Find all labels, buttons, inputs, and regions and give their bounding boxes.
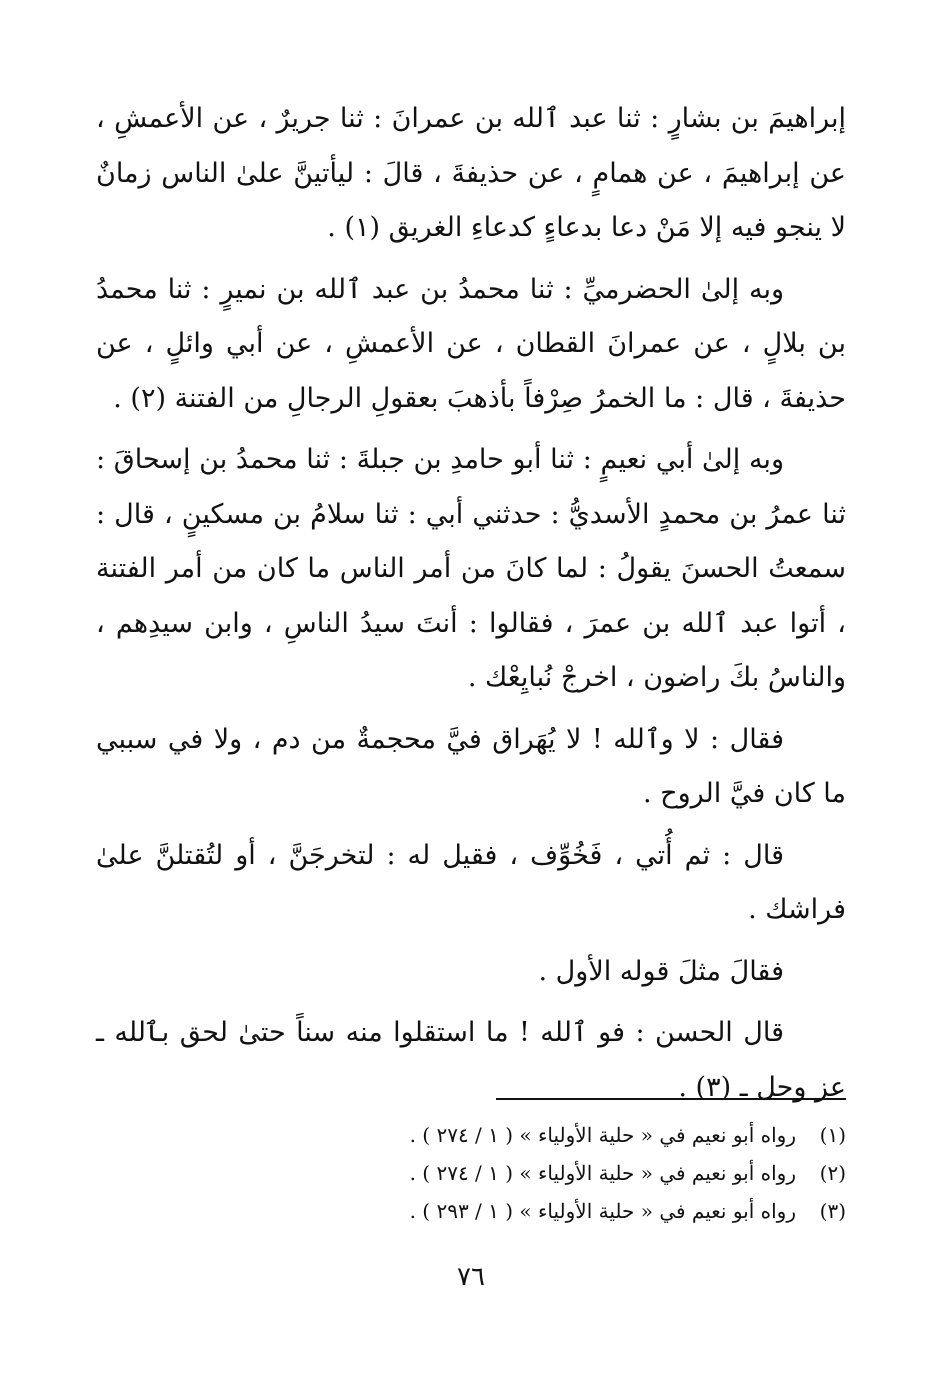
paragraph-1: إبراهيمَ بن بشارٍ : ثنا عبد ٱلله بن عمرانَ : ثنا جريرٌ ، عن الأعمشِ ، عن إبراهيمَ ، عن همامٍ ، عن حذيفةَ ، قالَ : ليأتينَّ علىٰ الناس زمانٌ لا ينجو فيه إلا مَنْ دعا بدعاءٍ كدعاءِ الغريق (١) . xyxy=(96,103,846,243)
footnotes xyxy=(96,1116,846,1230)
paragraph-5: قال : ثم أُتي ، فَخُوِّف ، فقيل له : لتخرجَنَّ ، أو لتُقتلنَّ علىٰ فراشك . xyxy=(96,839,846,925)
paragraph-3: وبه إلىٰ أبي نعيمٍ : ثنا أبو حامدِ بن جبلةَ : ثنا محمدُ بن إسحاقَ : ثنا عمرُ بن محمدٍ الأسديُّ : حدثني أبي : ثنا سلامُ بن مسكينٍ ، قال : سمعتُ الحسنَ يقولُ : لما كانَ من أمر الناس ما كان من أمر الفتنة ، أتوا عبد ٱلله بن عمرَ ، فقالوا : أنتَ سيدُ الناسِ ، وابن سيدِهم ، والناسُ بكَ راضون ، اخرجْ نُبايِعْك . xyxy=(96,444,846,693)
footnote-number: (٢) xyxy=(819,1161,846,1185)
footnote-text: رواه أبو نعيم في « حلية الأولياء » ( ١ / ٢٧٤ ) . xyxy=(409,1123,796,1147)
paragraph-6: فقالَ مثلَ قوله الأول . xyxy=(538,955,784,987)
paragraph-4: فقال : لا وٱلله ! لا يُهَراق فيَّ محجمةٌ من دم ، ولا في سببي ما كان فيَّ الروح . xyxy=(96,723,846,809)
footnote-3 xyxy=(96,1192,846,1230)
footnote-separator xyxy=(496,1098,846,1100)
footnote-number: (١) xyxy=(819,1123,846,1147)
main-text xyxy=(96,92,846,1122)
footnote-1 xyxy=(96,1116,846,1154)
footnote-text: رواه أبو نعيم في « حلية الأولياء » ( ١ / ٢٧٤ ) . xyxy=(409,1161,796,1185)
footnote-2 xyxy=(96,1154,846,1192)
footnote-number: (٣) xyxy=(819,1199,846,1223)
footnote-text: رواه أبو نعيم في « حلية الأولياء » ( ١ / ٢٩٣ ) . xyxy=(409,1199,796,1223)
page-number: ٧٦ xyxy=(457,1262,485,1292)
paragraph-7: قال الحسن : فو ٱلله ! ما استقلوا منه سناً حتىٰ لحق بٱلله ـ عز وجل ـ (٣) . xyxy=(96,1017,846,1103)
paragraph-2: وبه إلىٰ الحضرميِّ : ثنا محمدُ بن عبد ٱلله بن نميرٍ : ثنا محمدُ بن بلالٍ ، عن عمرانَ القطان ، عن الأعمشِ ، عن أبي وائلٍ ، عن حذيفةَ ، قال : ما الخمرُ صِرْفاً بأذهبَ بعقولِ الرجالِ من الفتنة (٢) . xyxy=(96,273,846,414)
